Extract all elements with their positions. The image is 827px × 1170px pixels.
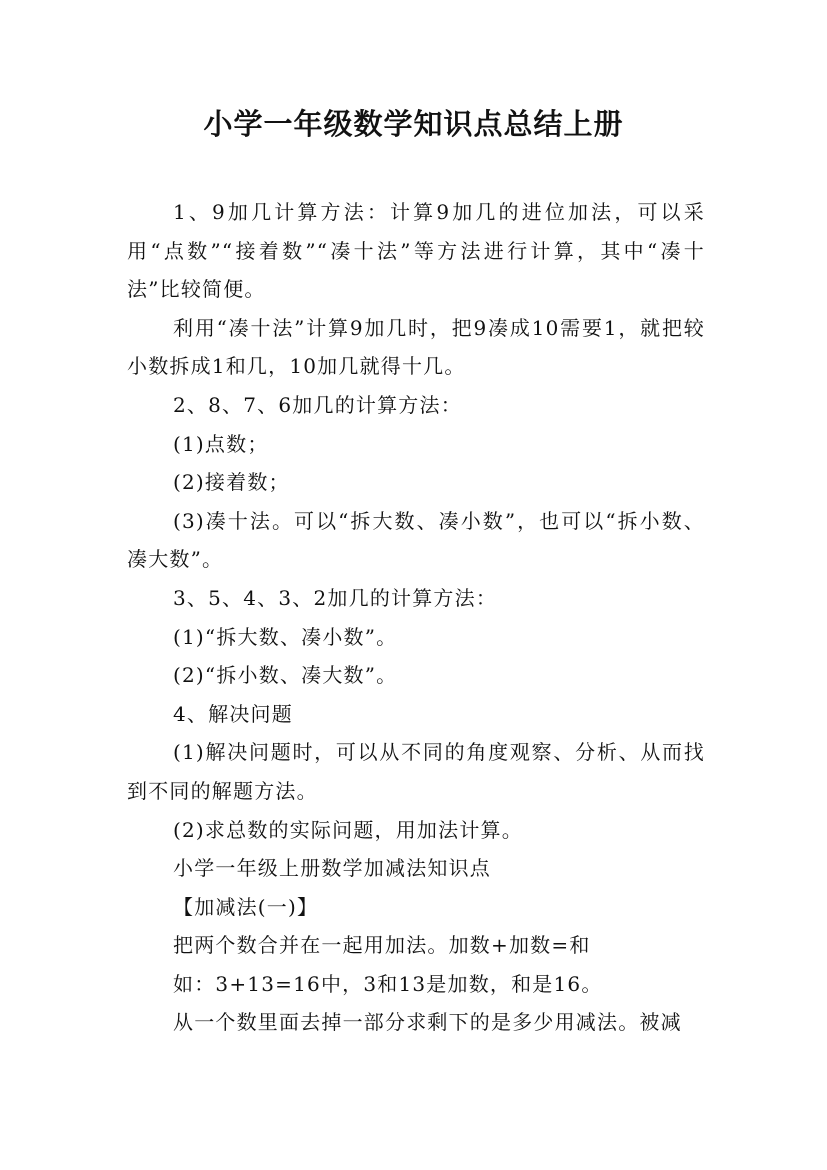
paragraph: (2)“拆小数、凑大数”。 [173,663,398,688]
paragraph: 【加减法(一)】 [173,894,319,919]
paragraph: 把两个数合并在一起用加法。加数+加数=和 [173,933,591,958]
paragraph: (1)“拆大数、凑小数”。 [173,624,398,649]
paragraph: (1)解决问题时，可以从不同的角度观察、分析、从而找到不同的解题方法。 [127,740,705,803]
document-body [127,193,705,1042]
paragraph: (2)求总数的实际问题，用加法计算。 [173,817,523,842]
document-title: 小学一年级数学知识点总结上册 [203,107,624,141]
paragraph: 4、解决问题 [173,701,293,726]
paragraph: (1)点数； [173,431,269,456]
paragraph: 如：3+13=16中，3和13是加数，和是16。 [173,971,603,996]
paragraph: 小学一年级上册数学加减法知识点 [173,856,491,881]
paragraph: 3、5、4、3、2加几的计算方法： [173,585,498,610]
paragraph: 利用“凑十法”计算9加几时，把9凑成10需要1，就把较小数拆成1和几，10加几就得十几。 [127,315,705,379]
paragraph: 从一个数里面去掉一部分求剩下的是多少用减法。被减 [173,1010,682,1035]
paragraph: 1、9加几计算方法：计算9加几的进位加法，可以采用“点数”“接着数”“凑十法”等方法进行计算，其中“凑十法”比较简便。 [127,200,705,302]
paragraph: 2、8、7、6加几的计算方法： [173,392,462,417]
paragraph: (2)接着数； [173,470,290,495]
paragraph: (3)凑十法。可以“拆大数、凑小数”，也可以“拆小数、凑大数”。 [127,508,705,572]
